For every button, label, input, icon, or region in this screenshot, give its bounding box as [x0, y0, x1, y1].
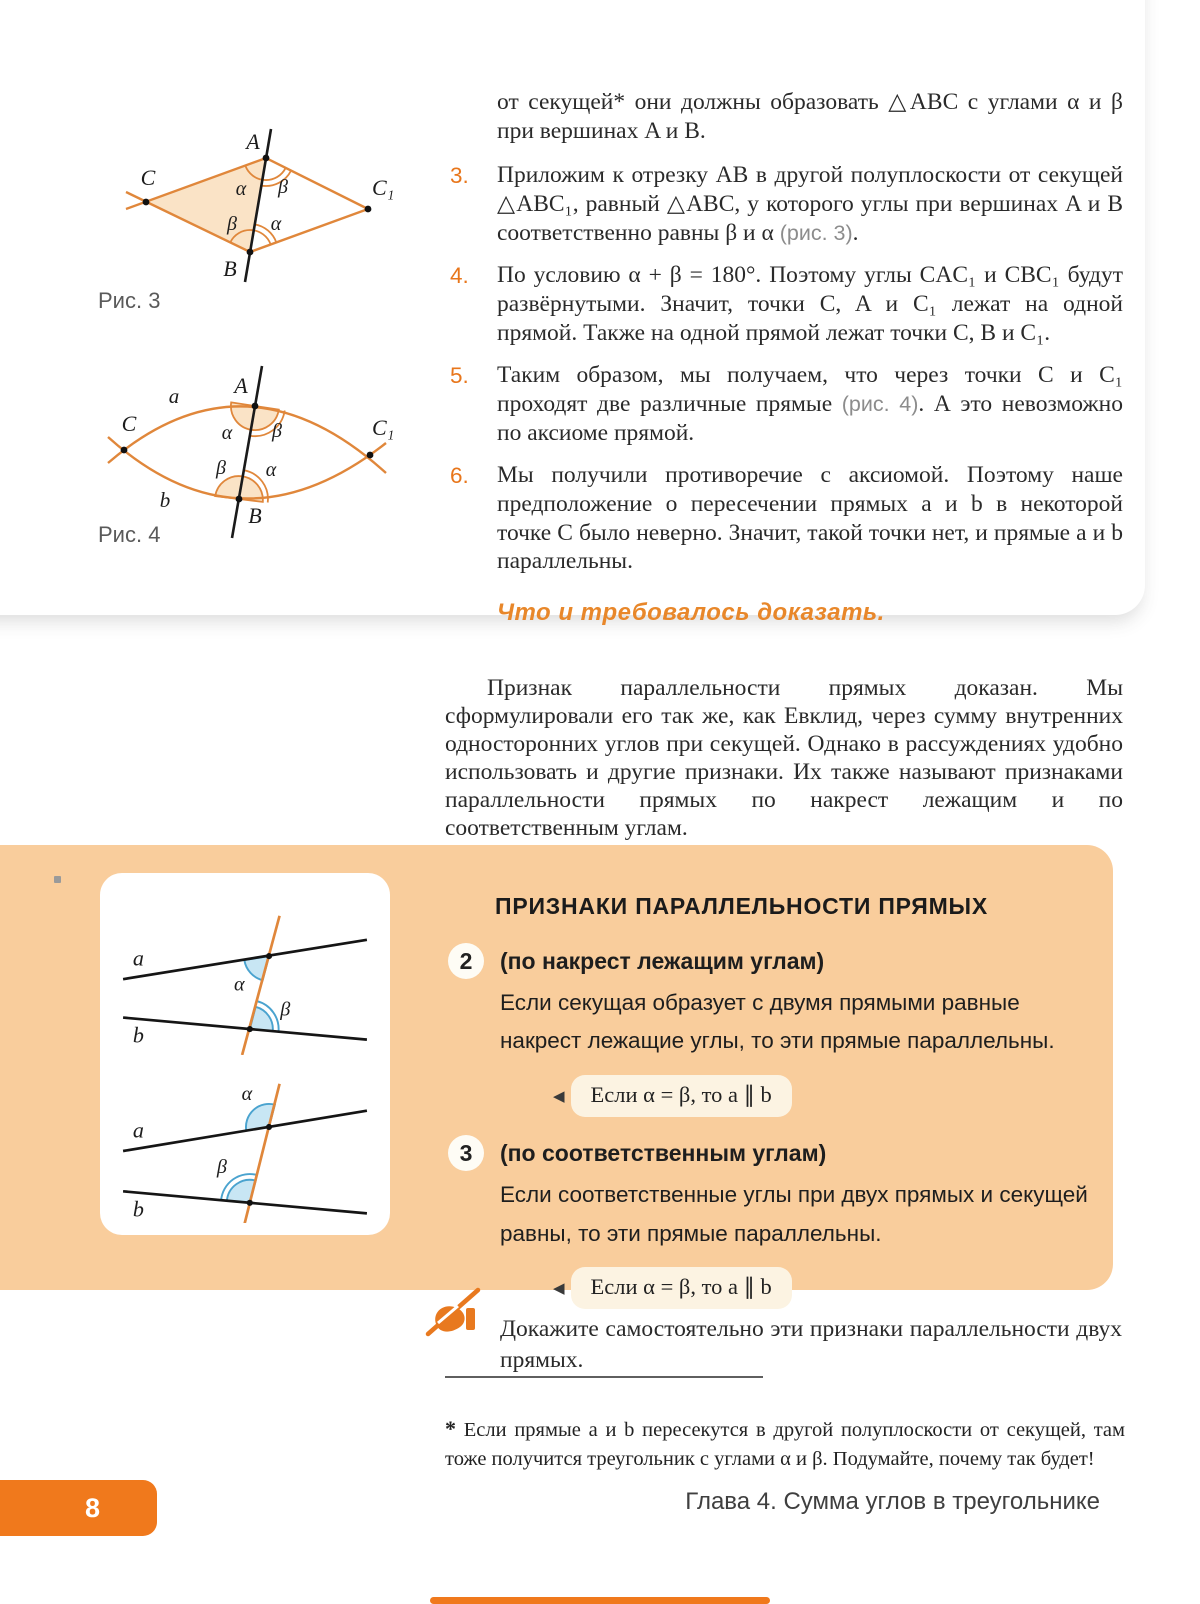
footnote-star: * [445, 1415, 456, 1441]
fig3-label-A: A [246, 129, 260, 154]
body-paragraph: Признак параллельности прямых доказан. Мы сформулировали его так же, как Евклид, через сумму внутренних односторонних углов при секущей. Однако в рассуждениях удобно использовать и другие признаки. Их также называют признаками параллельности прямых по накрест лежащим и по соответственным углам. [445, 674, 1123, 842]
proof-step-number: 3. [450, 163, 469, 189]
triangle-marker-icon: ◀ [553, 1088, 565, 1106]
criterion-rule-row [553, 1267, 1100, 1309]
bottom-page-strip [430, 1597, 770, 1604]
page-number: 8 [84, 1492, 101, 1523]
proof-step-number: 5. [450, 363, 469, 389]
figure-3-diagram [60, 105, 420, 305]
diag1-label-a: a [132, 945, 144, 971]
footer-chapter-title: Глава 4. Сумма углов в треугольнике [685, 1488, 1100, 1515]
alternate-angles-diagram [100, 887, 390, 1055]
panel-title: ПРИЗНАКИ ПАРАЛЛЕЛЬНОСТИ ПРЯМЫХ [495, 893, 988, 919]
diag2-label-b: b [132, 1196, 144, 1222]
fig3-label-beta-2: β [227, 213, 237, 235]
criterion-body: Если соответственные углы при двух прямых и секущей равны, то эти прямые параллельны. [500, 1181, 1088, 1246]
criterion-rule: Если α = β, то a ∥ b [571, 1075, 792, 1117]
fig4-label-beta-2: β [216, 457, 226, 479]
footnote-divider [445, 1376, 763, 1378]
figure-reference: (рис. 3) [779, 220, 853, 245]
proof-step-4 [445, 261, 1123, 347]
criterion-number-badge: 2 [448, 943, 484, 979]
fig4-label-C1: C₁ [372, 415, 395, 440]
proof-step-text: Мы получили противоречие с аксиомой. Поэтому наше предположение о пересечении прямых a и b в некоторой точке C было неверно. Значит, такой точки нет, и прямые a и b параллельны. [497, 462, 1123, 575]
diag2-label-beta: β [216, 1156, 227, 1179]
proof-step-text-end: . [852, 219, 859, 246]
fig3-label-beta-1: β [278, 176, 288, 198]
criterion-body: Если секущая образует с двумя прямыми равные накрест лежащие углы, то эти прямые параллельны. [500, 989, 1055, 1054]
proof-step-3 [445, 161, 1123, 247]
fig3-label-alpha-2: α [270, 213, 282, 235]
diag1-label-b: b [132, 1022, 144, 1048]
fig3-label-alpha-1: α [235, 178, 247, 200]
proof-step-text: Таким образом, мы получаем, что через точки C и C₁ проходят две различные прямые [497, 362, 1123, 417]
fig4-label-C: C [121, 411, 137, 436]
diag1-label-alpha: α [233, 973, 245, 996]
figure-4-caption: Рис. 4 [98, 522, 161, 547]
diag2-label-alpha: α [241, 1083, 253, 1106]
figure-reference: (рис. 4) [841, 391, 919, 416]
criterion-alternate-angles [430, 947, 1100, 1117]
fig4-label-alpha-2: α [265, 459, 277, 481]
proof-step-6 [445, 461, 1123, 576]
margin-bullet [54, 876, 61, 883]
criterion-heading: (по соответственным углам) [500, 1140, 827, 1167]
fig4-label-a: a [168, 384, 180, 408]
criterion-heading: (по накрест лежащим углам) [500, 948, 825, 974]
footnote-text: Если прямые a и b пересекутся в другой полуплоскости от секущей, там тоже получится треугольник с углами α и β. Подумайте, почему так будет! [445, 1418, 1125, 1471]
panel-diagram-card [100, 873, 390, 1235]
proof-step-text-end: . А это невозможно по аксиоме прямой. [497, 390, 1123, 446]
proof-step-number: 4. [450, 263, 469, 289]
fig3-label-C: C [140, 165, 156, 190]
panel-content [430, 880, 1100, 1309]
fig4-label-b: b [159, 488, 171, 512]
proof-step-text: По условию α + β = 180°. Поэтому углы CAC₁ и CBC₁ будут развёрнутыми. Значит, точки C, A и C₁ лежат на одной прямой. Также на одной прямой лежат точки C, B и C₁. [497, 262, 1123, 346]
fig4-label-alpha-1: α [221, 422, 233, 444]
fig4-label-beta-1: β [272, 420, 282, 442]
criterion-corresponding-angles [430, 1139, 1100, 1309]
diag1-label-beta: β [280, 998, 291, 1021]
proof-step-number: 6. [450, 463, 469, 489]
criterion-number-badge: 3 [448, 1135, 484, 1171]
pencil-icon [424, 1284, 482, 1338]
qed-statement: Что и требовалось доказать. [497, 598, 885, 626]
footnote [445, 1413, 1125, 1475]
fig3-label-B: B [223, 256, 237, 281]
triangle-marker-icon: ◀ [553, 1280, 565, 1298]
criterion-rule: Если α = β, то a ∥ b [571, 1267, 792, 1309]
fig4-label-B: B [248, 503, 262, 528]
corresponding-angles-diagram [100, 1055, 390, 1223]
proof-column [445, 88, 1123, 627]
diag2-label-a: a [132, 1117, 144, 1143]
fig3-label-C1: C₁ [372, 175, 395, 200]
proof-intro: от секущей* они должны образовать △ABC с углами α и β при вершинах A и B. [497, 89, 1123, 144]
proof-step-text: Приложим к отрезку AB в другой полуплоскости от секущей △ABC₁, равный △ABC, у которого углы при вершинах A и B соответственно равны β и α [497, 162, 1123, 246]
figure-3-caption: Рис. 3 [98, 288, 161, 313]
criterion-rule-row [553, 1075, 1100, 1117]
page-number-tab [0, 1480, 157, 1536]
fig4-label-A: A [234, 373, 248, 398]
task-text: Докажите самостоятельно эти признаки параллельности двух прямых. [500, 1315, 1122, 1373]
proof-step-5 [445, 361, 1123, 447]
